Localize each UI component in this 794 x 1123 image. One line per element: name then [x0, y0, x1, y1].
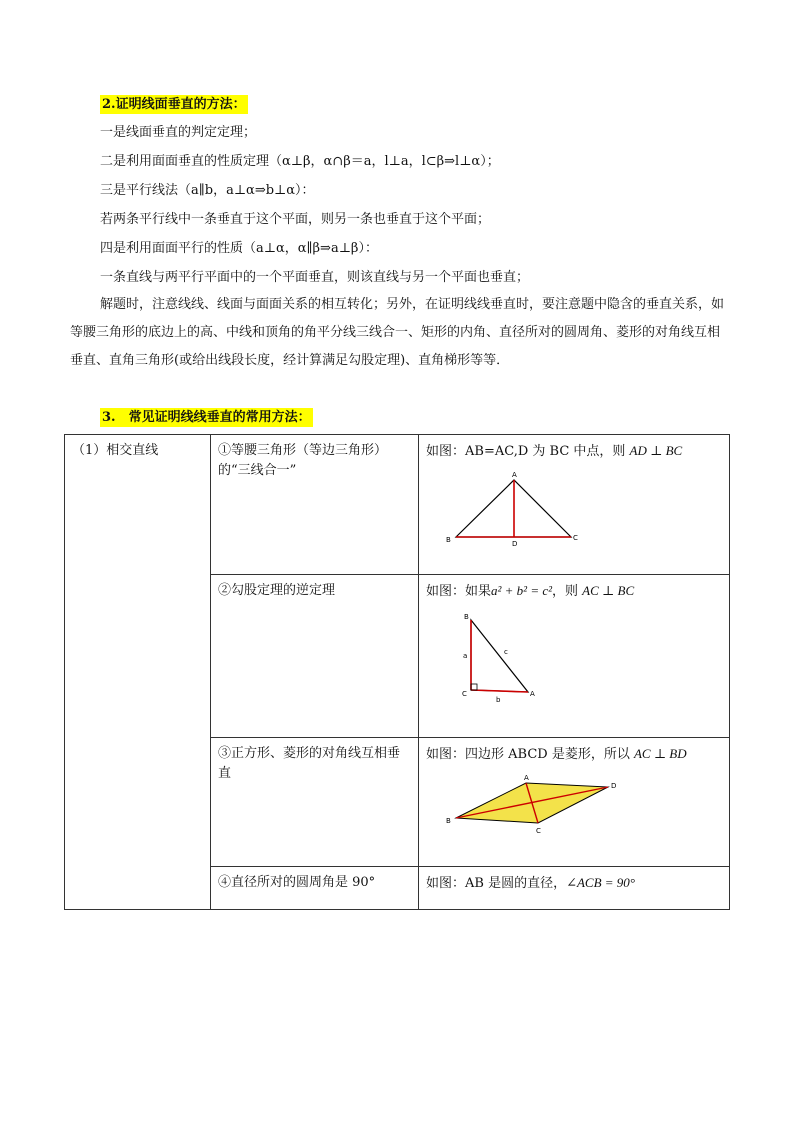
line-4: 若两条平行线中一条垂直于这个平面，则另一条也垂直于这个平面； — [100, 212, 491, 227]
rhombus-figure — [426, 773, 626, 838]
example-text: 如图：AB 是圆的直径， — [426, 876, 567, 891]
table-row — [65, 435, 730, 575]
label-C: C — [536, 827, 541, 835]
example-math: a² + b² = c² — [491, 583, 553, 598]
example-math: AD ⊥ BC — [629, 443, 683, 458]
example-text: ，则 — [552, 584, 583, 599]
example-cell — [419, 435, 730, 575]
line-3: 三是平行线法（a∥b，a⊥α⇒b⊥α）： — [100, 183, 315, 198]
label-D: D — [512, 540, 518, 548]
method-cell — [211, 867, 419, 910]
label-a: a — [463, 652, 468, 660]
example-math: AC ⊥ BD — [633, 746, 687, 761]
example-math: AC ⊥ BC — [582, 583, 635, 598]
category-label: （1）相交直线 — [72, 443, 159, 458]
section2-heading: 2.证明线面垂直的方法： — [102, 97, 246, 112]
section3-heading: 3. 常见证明线线垂直的常用方法： — [102, 410, 311, 425]
isosceles-triangle-figure — [426, 470, 576, 550]
methods-table — [64, 434, 730, 910]
label-b: b — [496, 696, 501, 704]
method-cell — [211, 575, 419, 738]
method-label: ③正方形、菱形的对角线互相垂直 — [218, 746, 401, 781]
label-C: C — [573, 534, 578, 542]
explanation-paragraph: 解题时，注意线线、线面与面面关系的相互转化；另外，在证明线线垂直时，要注意题中隐含的垂直关系，如等腰三角形的底边上的高、中线和顶角的角平分线三线合一、矩形的内角、直径所对的圆周角、菱形的对角线互相垂直、直角三角形(或给出线段长度，经计算满足勾股定理)、直角梯形等等． — [70, 297, 725, 368]
label-A: A — [512, 471, 517, 479]
line-6: 一条直线与两平行平面中的一个平面垂直，则该直线与另一个平面也垂直； — [100, 270, 530, 285]
example-cell — [419, 867, 730, 910]
label-D: D — [611, 782, 617, 790]
label-B: B — [446, 817, 451, 825]
example-text: 如图：如果 — [426, 584, 492, 599]
line-5: 四是利用面面平行的性质（a⊥α，α∥β⇒a⊥β）： — [100, 241, 378, 256]
label-A: A — [524, 774, 529, 782]
example-text: 如图：四边形 ABCD 是菱形，所以 — [426, 747, 634, 762]
method-label: ②勾股定理的逆定理 — [218, 583, 336, 598]
label-A: A — [530, 690, 535, 698]
method-cell — [211, 738, 419, 867]
method-cell — [211, 435, 419, 575]
label-B: B — [446, 536, 451, 544]
example-math: ∠ACB = 90° — [566, 875, 635, 890]
example-cell — [419, 575, 730, 738]
label-C: C — [462, 690, 467, 698]
method-label: ④直径所对的圆周角是 90° — [218, 875, 376, 890]
line-2: 二是利用面面垂直的性质定理（α⊥β，α∩β＝a，l⊥a，l⊂β⇒l⊥α）； — [100, 154, 500, 169]
example-cell — [419, 738, 730, 867]
label-B: B — [464, 613, 469, 621]
example-text: 如图：AB=AC,D 为 BC 中点，则 — [426, 444, 630, 459]
line-1: 一是线面垂直的判定定理； — [100, 125, 257, 140]
method-label: ①等腰三角形（等边三角形）的“三线合一” — [218, 443, 388, 478]
label-c: c — [504, 648, 508, 656]
category-cell — [65, 435, 211, 910]
right-triangle-figure — [426, 610, 546, 705]
